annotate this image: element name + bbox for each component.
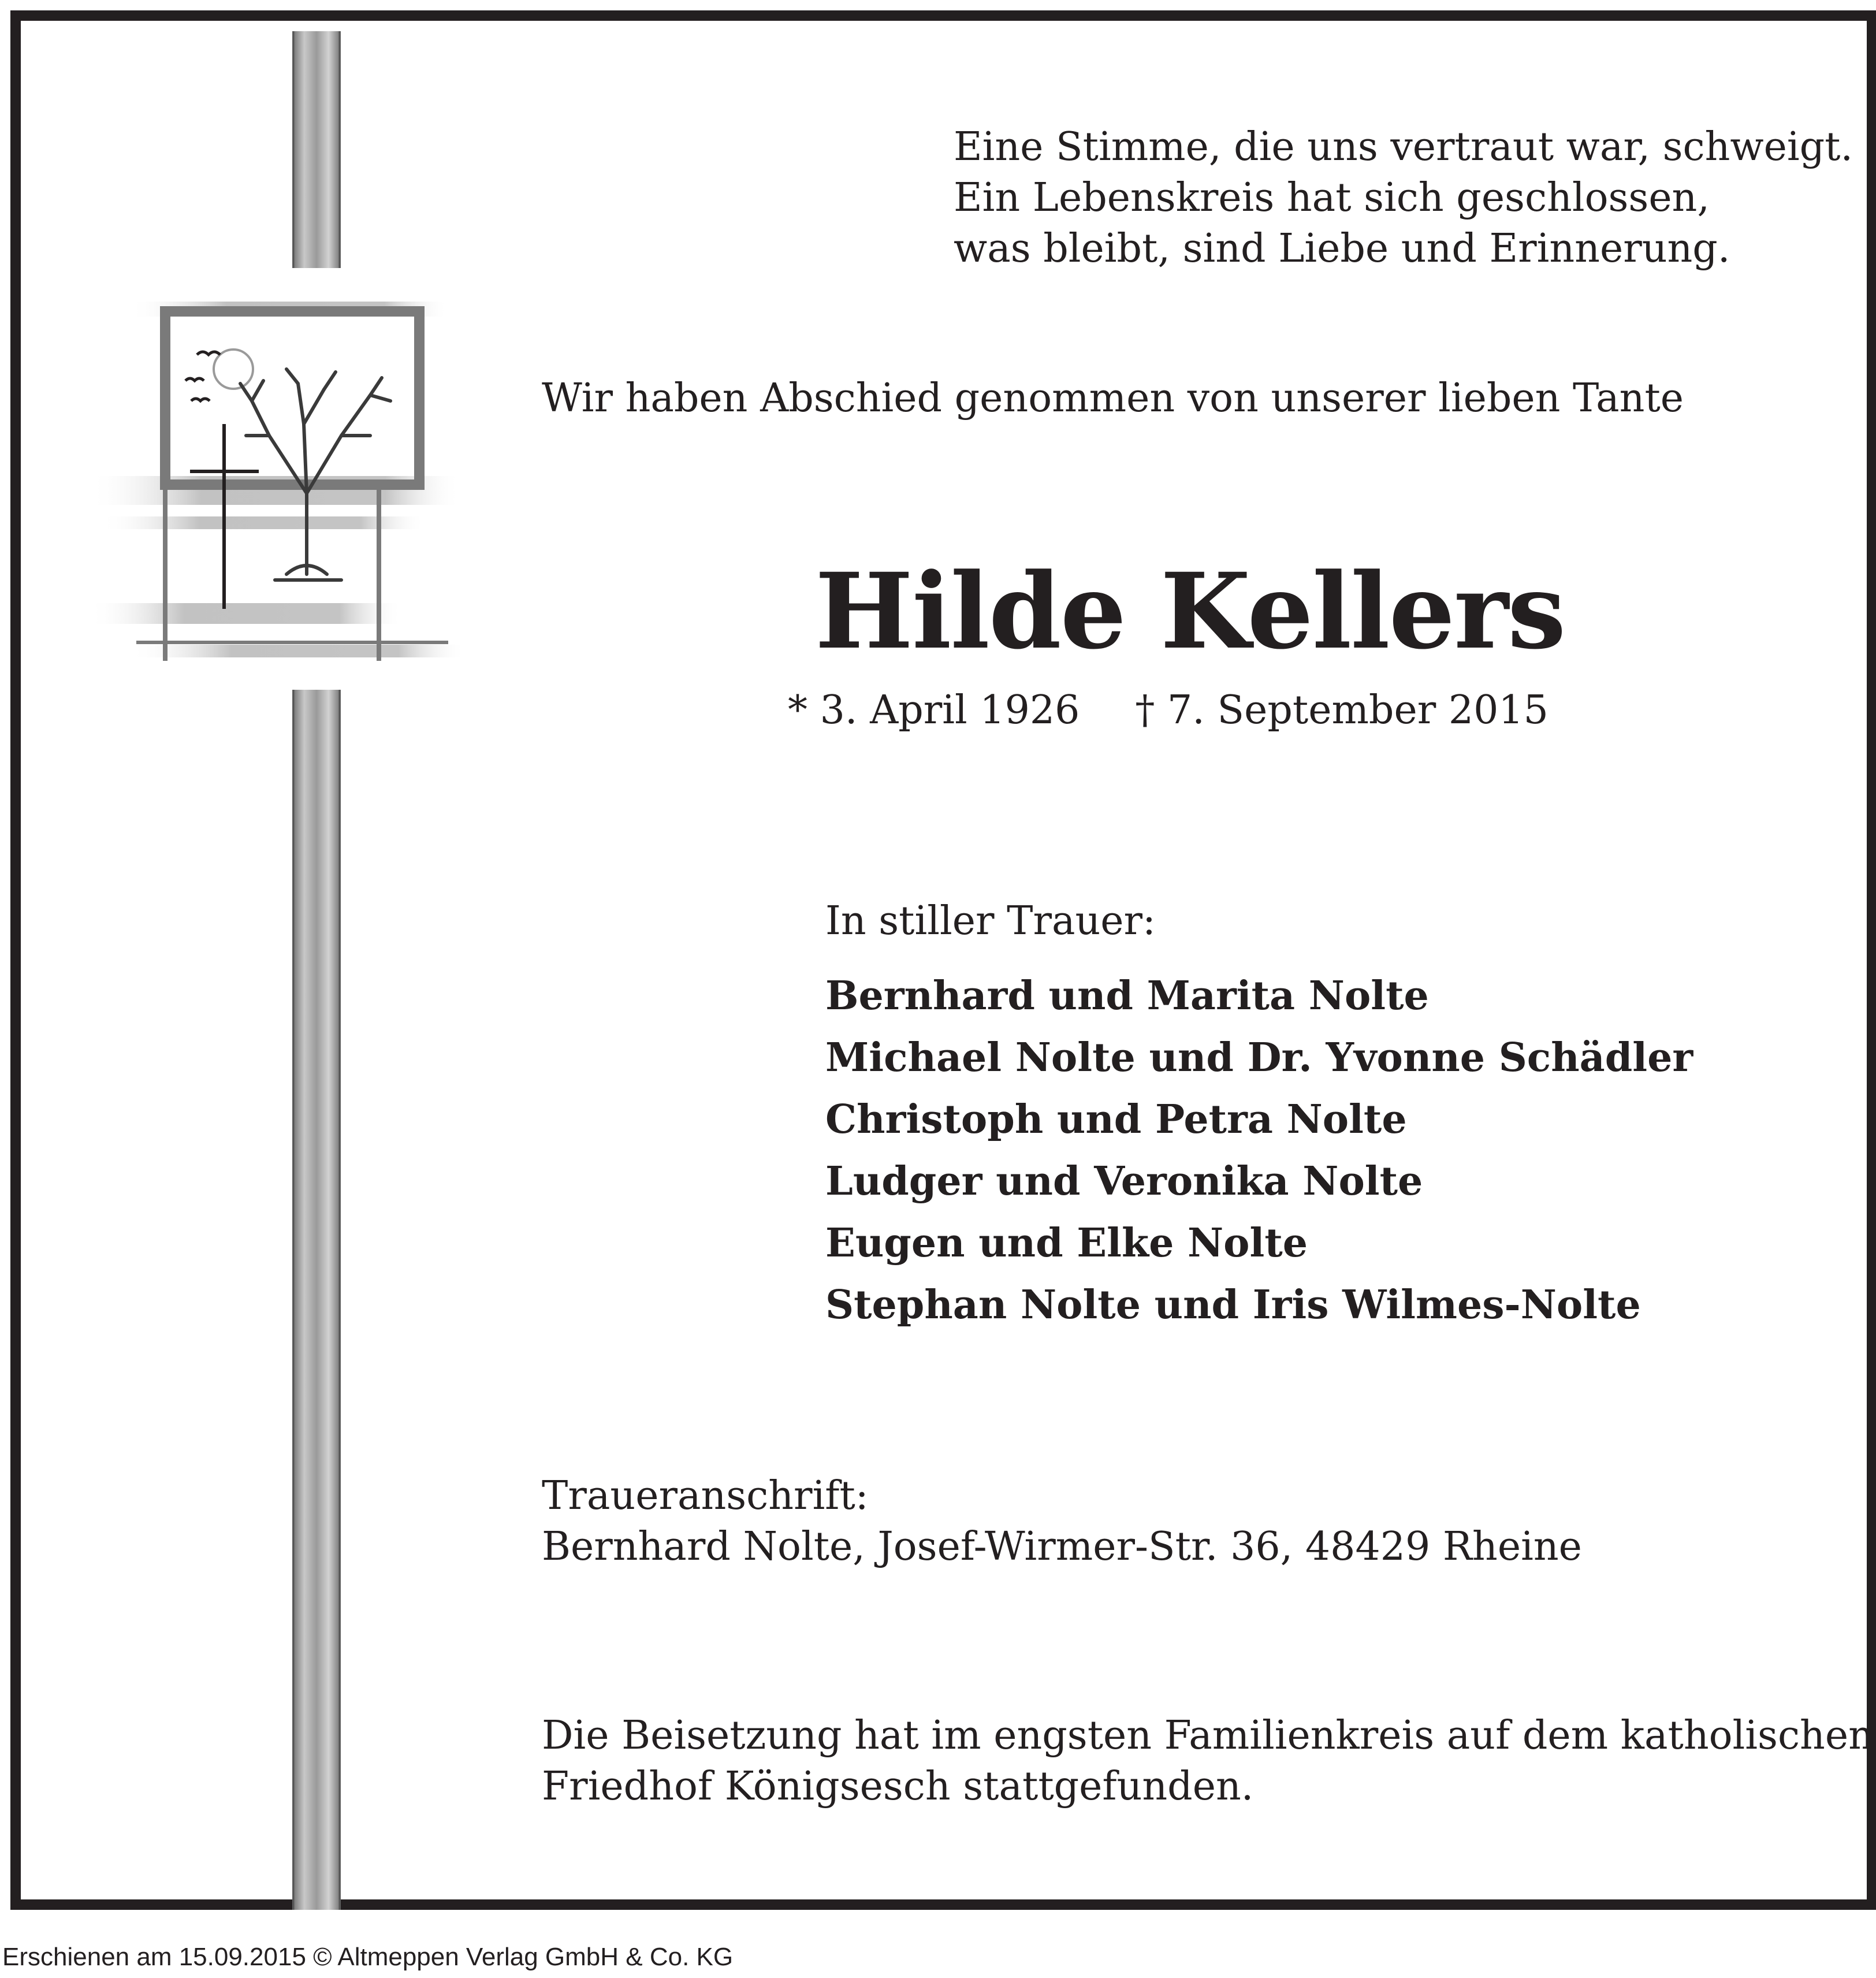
list-item: Christoph und Petra Nolte: [825, 1096, 1407, 1143]
motto-line: was bleibt, sind Liebe und Erinnerung.: [954, 226, 1730, 272]
death-date: † 7. September 2015: [1135, 687, 1549, 733]
burial-line: Friedhof Königsesch stattgefunden.: [542, 1764, 1254, 1809]
deceased-name: Hilde Kellers: [815, 551, 1565, 672]
publication-footer: Erschienen am 15.09.2015 © Altmeppen Verlag GmbH & Co. KG: [2, 1943, 734, 1971]
list-item: Bernhard und Marita Nolte: [825, 973, 1429, 1019]
address-label: Traueranschrift:: [542, 1473, 869, 1519]
intro-text: Wir haben Abschied genommen von unserer lieben Tante: [542, 375, 1684, 421]
burial-line: Die Beisetzung hat im engsten Familienkreis auf dem katholischen: [542, 1713, 1874, 1758]
motto: [954, 122, 1853, 274]
life-dates: [788, 685, 1549, 736]
list-item: Eugen und Elke Nolte: [825, 1220, 1308, 1266]
moon-icon: [214, 350, 253, 389]
mourners-heading: In stiller Trauer:: [825, 898, 1156, 944]
mourning-address: [542, 1471, 1582, 1572]
list-item: Stephan Nolte und Iris Wilmes-Nolte: [825, 1282, 1641, 1328]
list-item: Ludger und Veronika Nolte: [825, 1158, 1423, 1204]
address-value: Bernhard Nolte, Josef-Wirmer-Str. 36, 48429 Rheine: [542, 1524, 1582, 1570]
birth-date: * 3. April 1926: [788, 687, 1080, 733]
burial-notice: [542, 1711, 1874, 1812]
mourners-list: [825, 965, 1693, 1336]
list-item: Michael Nolte und Dr. Yvonne Schädler: [825, 1035, 1693, 1081]
decorative-artwork: [79, 31, 483, 1910]
motto-line: Eine Stimme, die uns vertraut war, schweigt.: [954, 124, 1853, 170]
obituary-frame: [10, 10, 1876, 1910]
motto-line: Ein Lebenskreis hat sich geschlossen,: [954, 175, 1710, 221]
tree-icon: [240, 369, 390, 580]
